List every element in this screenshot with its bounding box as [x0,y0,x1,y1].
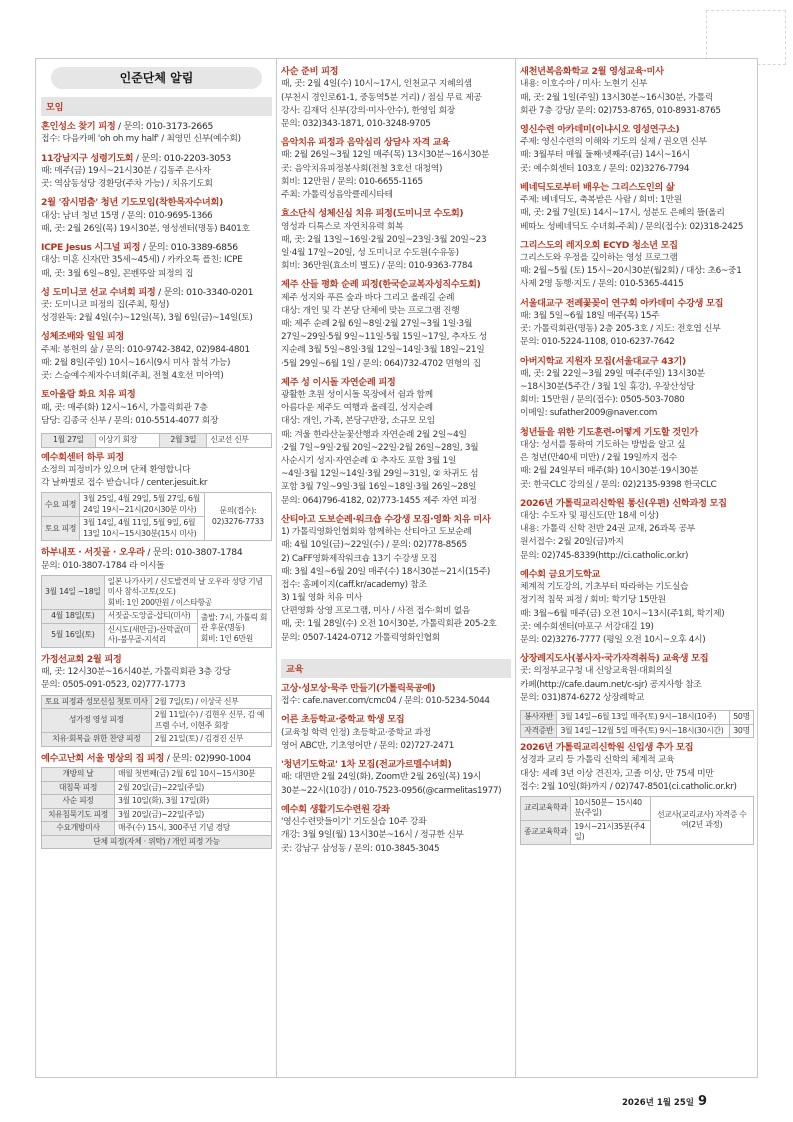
column-2 [281,61,511,861]
notice-item [520,355,754,421]
notice-item [41,152,272,192]
notice-heading: 산티아고 도보순례·워크숍 수강생 모집·영화 치유 미사 [281,513,491,525]
notice-line: 때: 3월 5일~6월 18일 매주(목) 15주 [520,310,660,321]
notice-heading: 예수회센터 하루 피정 [41,451,124,463]
notice-heading: 가정선교회 2월 피정 [41,653,122,665]
notice-line: 때, 곳: 1월 28일(수) 오전 10시30분, 가톨릭회관 205-2호 [281,619,497,630]
notice-line: ·2월 7일~9일·2월 20일~22일·2월 26일~28일, 3월 [281,442,479,453]
notice-line: 사제 2명 동행·지도 / 문의: 010-5365-4415 [520,279,684,290]
notice-line: 곳: 역삼동성당 경환당(주차 가능) / 치유기도회 [41,179,213,190]
passionist-table: 개방의 날 매월 첫번째(금) 2월 6일 10시~15시30분 대침묵 피정 2월 20일(금)~22일(주일) 사순 피정 3월 10일(화), 3월 17일(화) 치유침묵기도 피정 3월 20일(금)~22일(주일) 수요개방미사 매주(수) 15시, 300주년 기념 경당 단체 피정(자체 · 위탁) / 개인 피정 가능 [41,767,272,849]
notice-line: (부천시 경인로61-1, 중동역5분 거리) / 점심 무료 제공 [281,92,482,103]
notice-line: 체계적 기도강의, 기초부터 따라하는 기도실습 [520,582,689,593]
notice-heading: 혼인성소 찾기 피정 / 문의: 010-3173-2665 [41,121,214,132]
notice-line: 때: 4월 10일(금)~22일(수) / 문의: 02)778-8565 [281,540,467,551]
notice-line: 때: 2월~5월 (토) 15시~20시30분(월2회) / 대상: 초6~중1 [520,266,742,277]
notice-line: 곳: 예수회센터(마포구 서강대길 19) [520,621,654,632]
notice-heading: 제주 성 이시돌 자연순례 피정 [281,376,396,388]
notice-item [41,330,272,383]
notice-line: ·5월 29일~6월 1일 / 문의: 064)732-4702 면형의 집 [281,358,481,369]
notice-line: 때: 3월 4일~6월 20일 매주(수) 18시30분~21시(15주) [281,566,491,577]
notice-heading: 예수고난회 서울 명상의 집 피정 / 문의: 02)990-1004 [41,752,251,764]
notice-line: 영어 ABC반, 기초영어반 / 문의: 02)727-2471 [281,740,455,751]
notice-heading: 청년들을 위한 기도훈련-어떻게 기도할 것인가 [520,426,699,438]
notice-line: 때, 곳: 2월 1일(주일) 13시30분~16시30분, 가톨릭 [520,92,714,103]
notice-line: 은 청년(만40세 미만) / 2월 19일까지 접수 [520,453,677,464]
notice-item [520,497,754,563]
notice-item [520,652,754,705]
notice-line: 일·4월 17일~20일, 성 도미니코 수도원(수유동) [281,247,459,258]
notice-line: 때: 매주(금) 19시~21시30분 / 김동주 은사자 [41,165,211,176]
column-divider [515,59,516,1077]
notice-line: 때: 대면반 2월 24일(화), Zoom반 2월 26일(목) 19시 [281,772,482,783]
notice-item [520,123,754,176]
notice-heading: 상장례지도사(봉사자·국가자격취득) 교육생 모집 [520,653,709,665]
notice-item [41,752,272,849]
notice-line: 아름다운 제주도 여행과 올레길, 성지순례 [281,403,433,414]
notice-heading: 성 도미니코 선교 수녀회 피정 / 문의: 010-3340-0201 [41,286,254,298]
page-number: 9 [697,1094,707,1109]
notice-line: 카페(http://cafe.daum.net/c-sjr) 공지사항 참조 [520,679,702,690]
notice-line: 곳: 예수회센터 103호 / 문의: 02)3276-7794 [520,163,690,174]
notice-heading: 새천년복음화학교 2월 영성교육·미사 [520,66,664,77]
notice-line: 때, 곳: 2월 4일(수) 10시~17시, 인천교구 지혜의샘 [281,79,472,90]
notice-line: 문의: 02)3276-7777 (평일 오전 10시~오후 4시) [520,634,706,645]
page-title: 인준단체 알림 [51,67,262,89]
notice-line: 27일~29일·5월 9일~11일·5월 15일~17일, 추자도 성 [281,332,487,343]
notice-line: 회비: 12만원 / 문의: 010-6655-1165 [281,176,423,187]
notice-item [281,65,511,131]
notice-line: 접수: cafe.naver.com/cmc04 / 문의: 010-5234-5044 [281,696,490,707]
notice-line: (교육청 학력 인정) 초등학교·중학교 과정 [281,727,431,738]
notice-item [520,181,754,234]
notice-line: 주제: 베네딕도, 축복받은 사람 / 회비: 1만원 [520,195,682,206]
notice-line: 주제: 영신수련의 이해와 기도의 실제 / 권오면 신부 [520,137,707,148]
notice-heading: 11강남지구 성령기도회 / 문의: 010-2203-3053 [41,152,231,164]
notice-line: 곳: 의정부교구청 내 신앙교육원·대회의실 [520,666,673,677]
notice-line: 강사: 김재덕 신부(강의·미사·안수), 한영임 회장 [281,105,455,116]
notice-line: 때: 3월부터 매월 둘째·넷째주(금) 14시~16시 [520,150,690,161]
notice-line: 대상: 수도자 및 평신도(만 18세 이상) [520,511,659,522]
notice-line: 그리스도와 우정을 깊이하는 영성 프로그램 [520,253,678,264]
notice-line: 때, 곳: 2월 26일(목) 19시30분, 영성센터(명동) B401호 [41,223,250,234]
notice-item [41,388,272,428]
notice-line: 때: 겨울 한라산눈꽃산행과 자연순례 2월 2일~4일 [281,429,467,440]
notice-line: ~18시30분(5주간 / 3월 1일 휴강), 우장산성당 [520,382,695,393]
notice-item [281,713,511,753]
notice-heading: 2026년 가톨릭교리신학원 신입생 추가 모집 [520,742,694,754]
notice-line: 이메일: sufather2009@naver.com [520,408,658,419]
notice-item: 가정선교회 2월 피정 때, 곳: 12시30분~16시40분, 가톨릭회관 3층 강당 문의: 0505-091-0523, 02)777-1773 토요 피정과 성모신심 첫토 미사 2월 7일(토) / 이상국 신부 성가정 영성 피정 2월 11일(수) / 김현우 신부, 김 예프렘 수녀, 이현주 회장 치유·회복을 위한 찬양 피정 2월 21일(토) / 김경진 신부 [41,653,272,747]
page-footer [622,1094,707,1109]
notice-heading: 영신수련 아카데미(이냐시오 영성연구소) [520,123,680,135]
notice-line: 때: 제주 순례 2월 6일~8일·2월 27일~3월 1일·3월 [281,319,473,329]
notice-line: 대상: 개인, 가족, 본당구반장, 소규모 모임 [281,416,435,427]
notice-line: 1) 가톨릭영화인협회와 함께하는 산티아고 도보순례 [281,527,472,538]
notice-line: 내용: 이호수아 / 미사: 노현기 신부 [520,79,648,90]
retreat-table: 수요 피정 3월 25일, 4월 29일, 5월 27일, 6월 24일 19시~21시(20시30분 미사) 문의(접수): 02)3276-7733 토요 피정 3월 14일, 4월 11일, 5월 9일, 6월 13일 10시~15시30분(15시 미사) [41,492,272,541]
notice-line: 때, 곳: 2월 22일~3월 29일 매주(주일) 13시30분 [520,368,705,379]
notice-line: ~4일·3월 12일~14일·3월 29일~31일, ② 차귀도 섬 [281,469,479,480]
notice-heading: 토아올람 화요 치유 피정 [41,389,136,401]
notice-line: 때, 곳: 2월 13일~16일·2월 20일~23일·3월 20일~23 [281,234,487,245]
notice-heading: 제주 산들 평화 순례 피정(한국순교복자성직수도회) [281,279,481,291]
notice-line: 주최: 가톨릭성음악클레시타테 [281,190,393,200]
notice-item [520,297,754,350]
notice-line: 접수: 홈페이지(caff.kr/academy) 참조 [281,579,427,590]
notice-line: 단편영화 상영 프로그램, 미사 / 사전 접수·회비 없음 [281,606,471,617]
notice-line: 때, 곳: 2월 7일(토) 14시~17시, 성분도 은혜의 뜰(올리 [520,208,725,219]
notice-item: 예수회센터 하루 피정 소정의 피정비가 있으며 단체 환영합니다 각 날짜별로 접수 받습니다 / center.jesuit.kr 수요 피정 3월 25일, 4월 29일, 5월 27일, 6월 24일 19시~21시(20시30분 미사) 문의(접수): 02)3276-7733 토요 피정 3월 14일, 4월 11일, 5월 9일, 6월 13일 10시~15시30분(15시 미사) [41,451,272,542]
notice-item [520,65,754,118]
notice-line: 30분~22시(10강) / 010-7523-0956(@carmelitas1977) [281,785,502,796]
notice-line: 때: 2월 26일~3월 12일 매주(목) 13시30분~16시30분 [281,150,490,161]
notice-item [520,568,754,647]
notice-heading: 서울대교구 전례꽃꽂이 연구회 아카데미 수강생 모집 [520,297,724,309]
notice-line: 베따노 성베네딕도 수녀회-주최) / 문의(접수): 02)318-2425 [520,221,744,232]
notice-heading: '청년기도학교' 1차 모집(전교가르멜수녀회) [281,759,452,771]
notice-item: 2026년 가톨릭교리신학원 신입생 추가 모집 성경과 교리 등 가톨릭 신학의 체계적 교육 대상: 세례 3년 이상 견진자, 고졸 이상, 만 75세 미만 접수: 2월 10일(화)까지 / 02)747-8501(ci.catholic.or.kr) 교리교육학과 10시50분~ 15시40분(주일) 선교사(교리교사) 자격증 수여(2년 과정) 종교교육학과 19시~21시35분(주4일) [520,741,754,845]
notice-line: 영성과 디톡스로 자연치유력 회복 [281,221,404,232]
issue-date: 2026년 1월 25일 [622,1098,694,1108]
notice-item [41,286,272,326]
notice-item [41,196,272,236]
notice-heading: 음악치유 피정과 음악심리 상담사 자격 교육 [281,137,450,149]
notice-line: 성경완독: 2월 4일(수)~12일(목), 3월 6일(금)~14일(토) [41,313,253,324]
notice-line: 원서접수: 2월 20일(금)까지 [520,537,624,548]
notice-line: 때: 2월 24일부터 매주(화) 10시30분·19시30분 [520,466,699,477]
notice-line: 문의: 02)745-8339(http://ci.catholic.or.kr) [520,550,689,561]
notice-item [281,136,511,202]
notice-heading: 어른 초등학교·중학교 학생 모집 [281,714,405,726]
notice-item [520,426,754,492]
notice-heading: 예수회 금요기도학교 [520,568,601,580]
notice-heading: 2월 '잠시멈춤' 청년 기도모임(착한목자수녀회) [41,197,223,209]
notice-line: 때, 곳: 3월 6일~8일, 꼰벤뚜알 피정의 집 [41,268,194,279]
column-divider [276,59,277,1077]
notice-heading: ICPE Jesus 시그널 피정 / 문의: 010-3389-6856 [41,241,238,253]
notice-heading: 예수회 생활기도수련원 강좌 [281,803,390,815]
section-header-meetings: 모임 [41,97,272,116]
notice-line: 곳: 음악치유피정봉사회(전철 3호선 대청역) [281,163,443,174]
notice-line: 문의: 064)796-4182, 02)773-1455 제주 자연 피정 [281,495,477,506]
notice-line: 곳: 가톨릭회관(명동) 2층 205-3호 / 지도: 전호엽 신부 [520,324,721,335]
notice-item [281,376,511,508]
notice-line: 회비: 15만원 / 문의(접수): 0505-503-7080 [520,395,685,406]
notice-heading: 베네딕도로부터 배우는 그리스도인의 삶 [520,181,675,193]
notice-heading: 고상·성모상·묵주 만들기(가톨릭묵공예) [281,682,436,694]
notice-item [281,207,511,273]
notice-board [35,58,758,1078]
notice-line: 때, 곳: 매주(화) 12시~16시, 가톨릭회관 7층 [41,402,208,413]
notice-line: 사순시기 성지·자연순례 ① 추자도 포함 3월 1일 [281,456,457,467]
notice-line: 담당: 김종국 신부 / 문의: 010-5514-4077 회장 [41,415,219,426]
notice-item [281,513,511,645]
notice-line: 대상: 개인 및 각 본당 단체에 맞는 프로그램 진행 [281,305,460,316]
admission-table: 교리교육학과 10시50분~ 15시40분(주일) 선교사(교리교사) 자격증 수여(2년 과정) 종교교육학과 19시~21시35분(주4일) [520,796,754,845]
column-1 [41,61,272,854]
notice-line: 문의: 0507-1424-0712 가톨릭영화인협회 [281,632,440,643]
notice-item [281,758,511,798]
notice-heading: 성체조배와 일일 피정 [41,331,124,343]
notice-item [281,682,511,709]
notice-heading: 하부내포 · 서짓골 · 오우라 / 문의: 010-3807-1784 [41,547,243,559]
notice-line: 지순례 3월 5일~8일·3월 12일~14일·3월 18일~21일 [281,345,485,356]
notice-item [41,241,272,281]
notice-line: 문의: 031)874-6272 상장례학교 [520,692,645,703]
notice-line: 대상: 성서를 통하여 기도하는 방법을 알고 싶 [520,439,686,450]
blank-corner-box [706,10,786,65]
notice-line: 개강: 3월 9일(월) 13시30분~16시 / 정규한 신부 [281,830,464,841]
toa-schedule-table: 1월 27일 이상기 회장 2월 3일 신교선 신부 [41,433,272,448]
funeral-class-table: 봉사자반 3월 14일~6월 13일 매주(토) 9시~18시(10주) 50명 자격증반 3월 14일~12월 5일 매주(토) 9시~18시(30시간) 30명 [520,710,754,738]
family-mission-table: 토요 피정과 성모신심 첫토 미사 2월 7일(토) / 이상국 신부 성가정 영성 피정 2월 11일(수) / 김현우 신부, 김 예프렘 수녀, 이현주 회장 치유·회복을 위한 찬양 피정 2월 21일(토) / 김경진 신부 [41,695,272,747]
notice-line: 포함 3월 7일~9일·3월 16일~18일·3월 26일~28일 [281,482,477,493]
pilgrimage-table: 3월 14일 ~18일 일본 나가사키 / 신도발견의 날 오우라 성당 기념미사 참석-고토(오도) 회비: 1인 200만원 / 이스타항공 4월 18일(토) 서짓골-도앙골-삽티(미사) 출발: 7시, 가톨릭 회관 후문(명동) 회비: 1인 6만원 5월 16일(토) 신시도(새만금)-산막골(미사)-불무골-지석리 [41,575,272,648]
notice-heading: 아버지학교 지원자 모집(서울대교구 43기) [520,355,686,367]
notice-line: 문의: 010-5224-1108, 010-6237-7642 [520,337,675,348]
notice-line: 내용: 가톨릭 신학 전반 24권 교재, 26과목 공부 [520,524,695,535]
notice-line: 문의: 032)343-1871, 010-3248-9705 [281,118,431,129]
notice-line: '영신수련맛들이기' 기도실습 10주 강좌 [281,817,427,828]
notice-item [281,278,511,370]
notice-line: 회관 7층 강당/ 문의: 02)753-8765, 010-8931-8765 [520,105,721,116]
notice-heading: 효소단식 성체신심 치유 피정(도미니코 수도회) [281,208,464,220]
notice-line: 광활한 초원 성이시돌 목장에서 쉼과 함께 [281,390,433,401]
notice-line: 때: 3월~6월 매주(금) 오전 10시~13시(주1회, 학기제) [520,608,725,619]
notice-line: 정기적 침묵 피정 / 회비: 학기당 15만원 [520,595,666,606]
notice-line: 2) CaFF영화제작워크숍 13기 수강생 모집 [281,553,438,564]
notice-line: 곳: 강남구 삼성동 / 문의: 010-3845-3045 [281,843,440,854]
column-3 [520,61,754,850]
notice-line: 대상: 미혼 신자(만 35세~45세) / 카카오톡 플친: ICPE [41,255,243,266]
notice-line: 곳: 한국CLC 강의실 / 문의: 02)2135-9398 한국CLC [520,479,717,490]
notice-line: 제주 성지와 푸른 숲과 바다 그리고 올레길 순례 [281,292,455,303]
notice-heading: 그리스도의 레지오회 ECYD 청소년 모집 [520,239,678,251]
notice-item [520,239,754,292]
notice-item [41,120,272,147]
notice-item [281,803,511,856]
notice-line: 주제: 봉헌의 삶 / 문의: 010-9742-3842, 02)984-4801 [41,344,250,355]
section-header-education: 교육 [281,659,511,678]
notice-line: 대상: 남녀 청년 15명 / 문의: 010-9695-1366 [41,210,213,221]
notice-item: 하부내포 · 서짓골 · 오우라 / 문의: 010-3807-1784 문의: 010-3807-1784 라 이시돌 3월 14일 ~18일 일본 나가사키 / 신도발견의 날 오우라 성당 기념미사 참석-고토(오도) 회비: 1인 200만원 / 이스타항공 4월 18일(토) 서짓골-도앙골-삽티(미사) 출발: 7시, 가톨릭 회관 후문(명동) 회비: 1인 6만원 5월 16일(토) 신시도(새만금)-산막골(미사)-불무골-지석리 [41,546,272,648]
notice-line: 곳: 스승예수제자수녀회(주최, 전철 4호선 미아역) [41,371,224,382]
notice-line: 접수: 다음카페 'oh oh my half' / 최영민 신부(예수회) [41,134,241,145]
notice-line: 회비: 36만원(효소비 별도) / 문의: 010-9363-7784 [281,261,473,272]
notice-heading: 사순 준비 피정 [281,66,339,77]
notice-line: 3) 1월 영화 치유 미사 [281,593,363,604]
notice-line: 때: 2월 8일(주일) 10시~16시(9시 미사 참석 가능) [41,357,231,368]
notice-heading: 2026년 가톨릭교리신학원 통신(우편) 신학과정 모집 [520,497,727,509]
notice-line: 곳: 도미니코 피정의 집(주최, 횡성) [41,300,169,311]
